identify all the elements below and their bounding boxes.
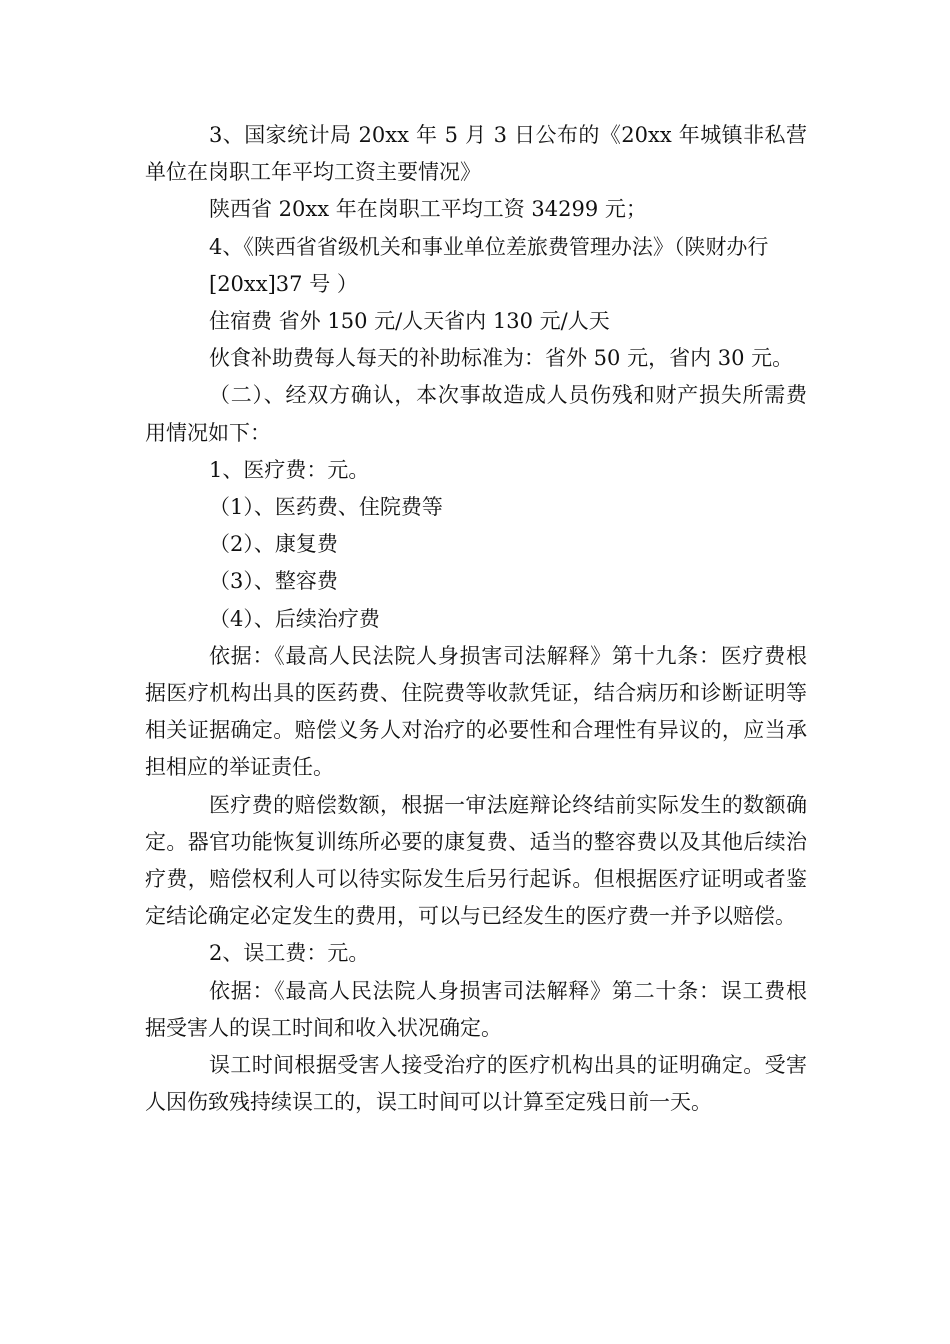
paragraph-lost-work-time: 误工时间根据受害人接受治疗的医疗机构出具的证明确定。受害人因伤致残持续误工的，误工时间可以计算至定残日前一天。 [145,1053,807,1115]
paragraph-shaanxi-average-wage: 陕西省 20xx 年在岗职工平均工资 34299 元； [209,197,647,222]
list-item-follow-up-fee: （4）、后续治疗费 [209,606,380,631]
paragraph-lost-work-fee: 2、误工费：元。 [209,941,370,966]
list-item-cosmetic-fee: （3）、整容费 [209,569,338,594]
paragraph-article-20-basis: 依据：《最高人民法院人身损害司法解释》第二十条：误工费根据受害人的误工时间和收入状况确定。 [145,978,807,1040]
paragraph-article-19-basis: 依据：《最高人民法院人身损害司法解释》第十九条：医疗费根据医疗机构出具的医药费、住院费等收款凭证，结合病历和诊断证明等相关证据确定。赔偿义务人对治疗的必要性和合理性有异议的，应当承担相应的举证责任。 [145,643,807,780]
paragraph-regulation-number: [20xx]37 号 ） [209,271,358,296]
paragraph-medical-compensation-amount: 医疗费的赔偿数额，根据一审法庭辩论终结前实际发生的数额确定。器官功能恢复训练所必要的康复费、适当的整容费以及其他后续治疗费，赔偿权利人可以待实际发生后另行起诉。但根据医疗证明或者鉴定结论确定必定发生的费用，可以与已经发生的医疗费一并予以赔偿。 [145,792,807,929]
document-body [145,117,807,1121]
paragraph-travel-expense-regulation: 4、《陕西省省级机关和事业单位差旅费管理办法》（陕财办行 [209,234,769,259]
paragraph-meal-allowance: 伙食补助费每人每天的补助标准为：省外 50 元，省内 30 元。 [209,346,794,371]
list-item-medicine-fee: （1）、医药费、住院费等 [209,495,443,520]
paragraph-section-two-heading: （二）、经双方确认，本次事故造成人员伤残和财产损失所需费用情况如下： [145,383,807,445]
list-item-rehabilitation-fee: （2）、康复费 [209,532,338,557]
paragraph-accommodation-fee: 住宿费 省外 150 元/人天省内 130 元/人天 [209,309,610,334]
paragraph-statistics-source: 3、国家统计局 20xx 年 5 月 3 日公布的《20xx 年城镇非私营单位在岗职工年平均工资主要情况》 [145,123,807,185]
paragraph-medical-fee: 1、医疗费：元。 [209,457,370,482]
